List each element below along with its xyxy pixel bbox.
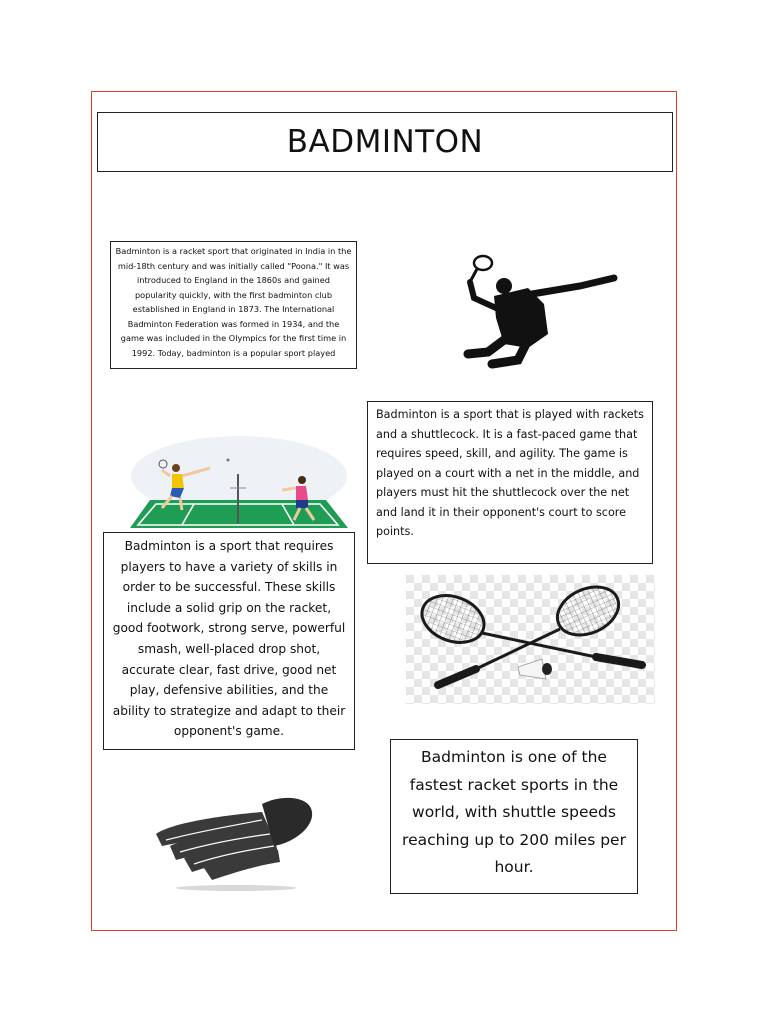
speed-fact-text-box: Badminton is one of the fastest racket sports in the world, with shuttle speeds reaching up to 200 miles per hour. (390, 739, 638, 894)
skills-text-box: Badminton is a sport that requires players to have a variety of skills in order to be successful. These skills include a solid grip on the racket, good footwork, strong serve, powerful smash, well-placed drop shot, accurate clear, fast drive, good net play, defensive abilities, and the ability to strategize and adapt to their opponent's game. (103, 532, 355, 750)
crossed-rackets-illustration (406, 575, 655, 704)
gameplay-text-box: Badminton is a sport that is played with rackets and a shuttlecock. It is a fast-paced game that requires speed, skill, and agility. The game is played on a court with a net in the middle, and players must hit the shuttlecock over the net and land it in their opponent's court to score points. (367, 401, 653, 564)
shuttlecock-icon (150, 790, 320, 894)
court-players-illustration (126, 428, 352, 532)
title-box (97, 112, 673, 172)
history-text-box: Badminton is a racket sport that originated in India in the mid-18th century and was initially called "Poona." It was introduced to England in the 1860s and gained popularity quickly, with the first badminton club established in England in 1873. The International Badminton Federation was formed in 1934, and the game was included in the Olympics for the first time in 1992. Today, badminton is a popular sport played (110, 241, 357, 369)
page-title: BADMINTON (286, 124, 484, 160)
player-silhouette-icon (440, 248, 670, 376)
